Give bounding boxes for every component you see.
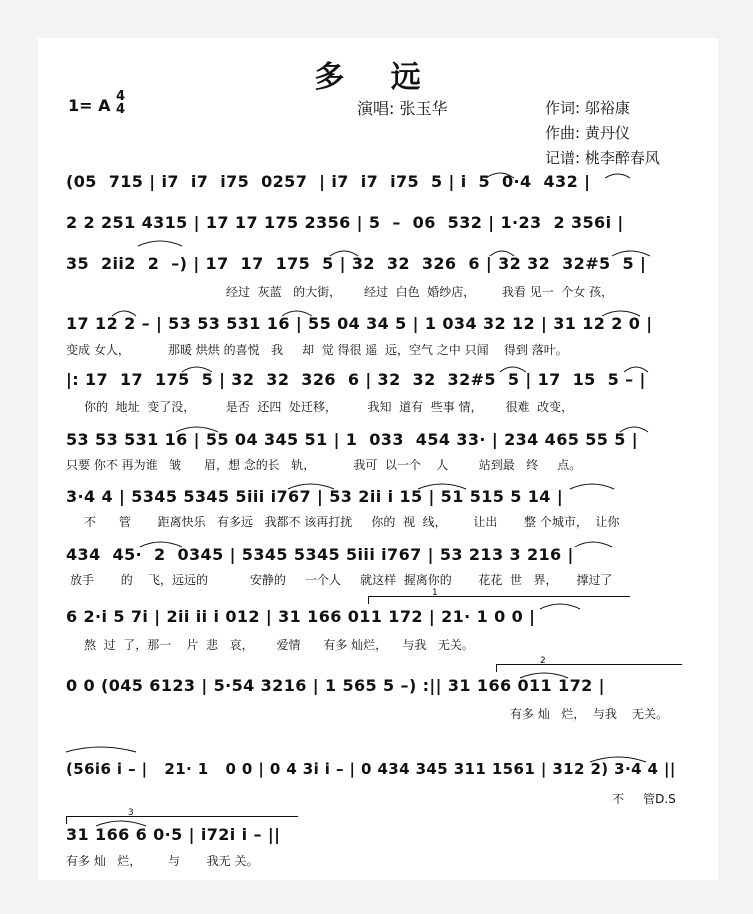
slur-21 bbox=[520, 673, 568, 678]
lyric-line-9: 熬 过 了，那一 片 悲 哀， 爱情 有多 灿烂， 与我 无关。 bbox=[84, 638, 474, 652]
slur-17 bbox=[570, 484, 614, 489]
notation-line-3: 35 2ii2 2 –) | 17 17 175 5 | 32 32 326 6 | 32 32 32#5 5 | bbox=[66, 254, 647, 273]
slur-10 bbox=[182, 367, 212, 372]
lyric-line-5: 你的 地址 变了没， 是否 还四 处迁移， 我知 道有 些事 情， 很难 改变， bbox=[84, 400, 574, 414]
slur-14 bbox=[620, 427, 648, 432]
notation-line-2: 2 2 251 4315 | 17 17 175 2356 | 5 – 06 532 | 1·23 2 356i | bbox=[66, 213, 624, 232]
slur-24 bbox=[96, 821, 146, 826]
slur-8 bbox=[282, 311, 312, 316]
key-signature: 1= A bbox=[68, 96, 111, 115]
slur-4 bbox=[330, 251, 358, 256]
volta-label-2: 2 bbox=[540, 656, 546, 666]
notation-line-8: 434 45· 2 0345 | 5345 5345 5iii i767 | 53 213 3 216 | bbox=[66, 545, 574, 564]
slur-2 bbox=[605, 174, 630, 178]
slur-5 bbox=[490, 251, 514, 256]
transcriber-credit: 记谱: 桃李醉春风 bbox=[545, 149, 660, 167]
slur-12 bbox=[624, 367, 648, 372]
slur-6 bbox=[612, 251, 650, 256]
lyricist-credit: 作词: 邬裕康 bbox=[545, 99, 630, 117]
lyric-line-10: 有多 灿 烂， 与我 无关。 bbox=[510, 707, 669, 721]
slur-15 bbox=[288, 484, 334, 489]
lyric-line-7: 不 管 距离快乐 有多远 我都不 该再打扰 你的 视 线， 让出 整 个城市， 让你 bbox=[84, 515, 620, 529]
composer-credit: 作曲: 黄丹仪 bbox=[545, 124, 630, 142]
notation-line-9: 6 2·i 5 7i | 2ii ii i 012 | 31 166 011 172 | 21· 1 0 0 | bbox=[66, 607, 536, 626]
notation-line-1: (05 715 | i7 i7 i75 0257 | i7 i7 i75 5 | i 5 0·4 432 | bbox=[66, 172, 591, 191]
lyric-line-12: 有多 灿 烂， 与 我无 关。 bbox=[66, 854, 259, 868]
notation-line-12: 31 166 6 0·5 | i72i i – || bbox=[66, 825, 281, 844]
time-bottom: 4 bbox=[116, 102, 126, 117]
time-top: 4 bbox=[116, 89, 126, 104]
slur-20 bbox=[540, 604, 580, 609]
notation-line-5: |: 17 17 175 5 | 32 32 326 6 | 32 32 32#5 5 | 17 15 5 – | bbox=[66, 370, 646, 389]
lyric-line-8: 放手 的 飞，远远的 安静的 一个人 就这样 握离你的 花花 世 界， 撑过了 bbox=[70, 573, 613, 587]
singer-credit: 演唱: 张玉华 bbox=[357, 99, 448, 118]
notation-line-10: 0 0 (045 6123 | 5·54 3216 | 1 565 5 –) :|| 31 166 011 172 | bbox=[66, 676, 605, 695]
slur-7 bbox=[112, 311, 136, 316]
song-title: 多 远 bbox=[314, 60, 439, 95]
slur-22 bbox=[66, 747, 136, 752]
slur-1 bbox=[486, 173, 514, 178]
notation-line-4: 17 12 2 – | 53 53 531 16 | 55 04 34 5 | 1 034 32 12 | 31 12 2 0 | bbox=[66, 314, 653, 333]
slur-18 bbox=[140, 542, 182, 547]
volta-label-1: 1 bbox=[432, 588, 438, 598]
slur-9 bbox=[602, 311, 640, 316]
slur-23 bbox=[590, 757, 646, 762]
slur-11 bbox=[500, 367, 526, 372]
slur-19 bbox=[575, 542, 612, 547]
lyric-line-6: 只要 你不 再为谁 皱 眉，想 念的长 轨， 我可 以一个 人 站到最 终 点。 bbox=[66, 458, 582, 472]
lyric-line-4: 变成 女人， 那暖 烘烘 的喜悦 我 却 觉 得很 遥 远，空气 之中 只闻 得到 落叶。 bbox=[66, 343, 568, 357]
notation-line-11: (56i6 i – | 21· 1 0 0 | 0 4 3i i – | 0 434 345 311 1561 | 312 2) 3·4 4 || bbox=[66, 760, 676, 778]
slur-3 bbox=[138, 241, 182, 246]
notation-line-7: 3·4 4 | 5345 5345 5iii i767 | 53 2ii i 15 | 51 515 5 14 | bbox=[66, 487, 564, 506]
lyric-line-3: 经过 灰蓝 的大街， 经过 白色 婚纱店， 我看 见一 个女 孩， bbox=[226, 285, 614, 299]
slur-16 bbox=[418, 484, 466, 489]
notation-line-6: 53 53 531 16 | 55 04 345 51 | 1 033 454 33· | 234 465 55 5 | bbox=[66, 430, 639, 449]
volta-label-3: 3 bbox=[128, 808, 134, 818]
lyric-line-11: 不 管D.S bbox=[612, 792, 676, 806]
slur-13 bbox=[176, 427, 218, 432]
